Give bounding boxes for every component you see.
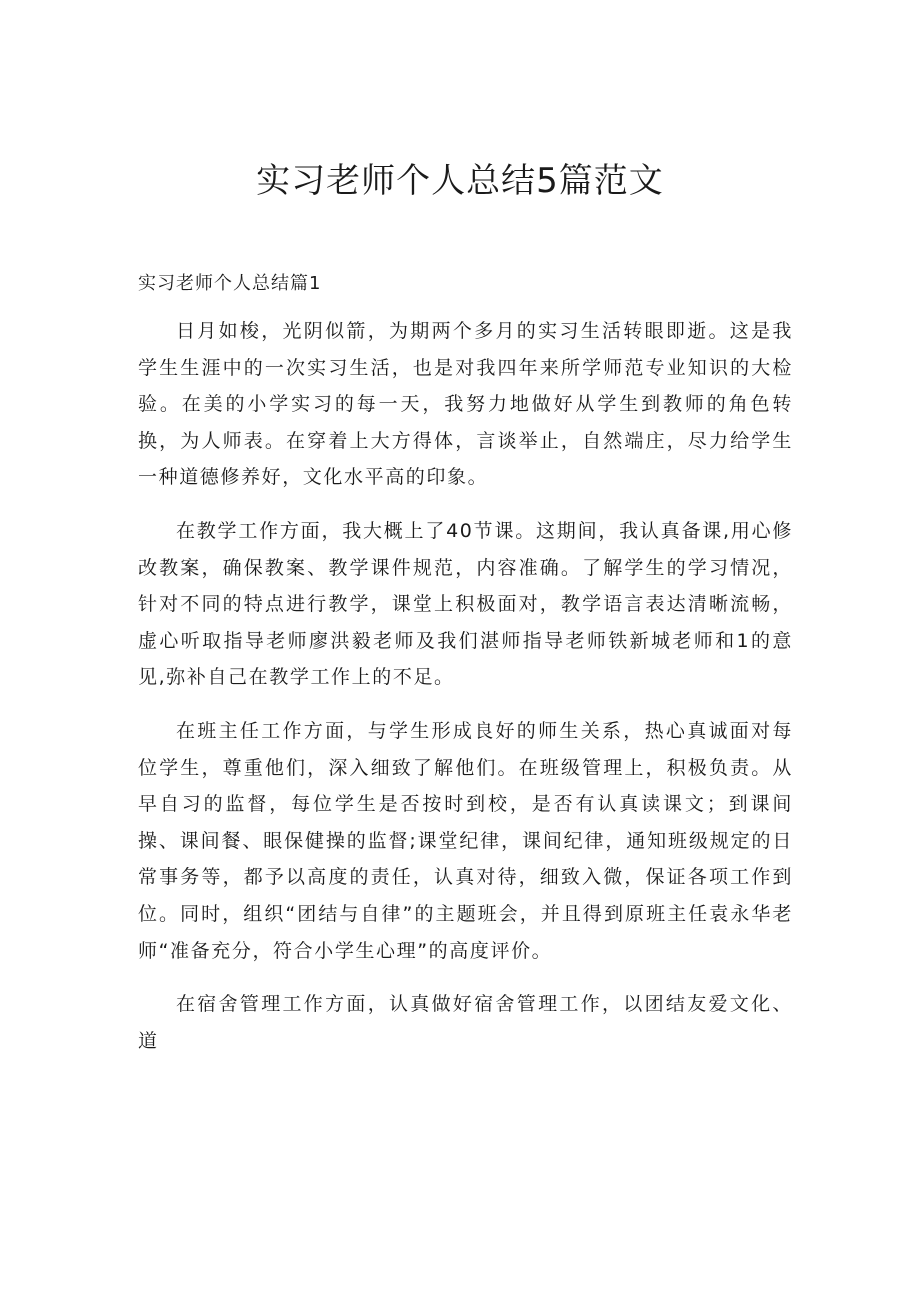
paragraph-1: 日月如梭，光阴似箭，为期两个多月的实习生活转眼即逝。这是我学生生涯中的一次实习生活，也是对我四年来所学师范专业知识的大检验。在美的小学实习的每一天，我努力地做好从学生到教师的角色转换，为人师表。在穿着上大方得体，言谈举止，自然端庄，尽力给学生一种道德修养好，文化水平高的印象。 [138,320,793,489]
section-heading: 实习老师个人总结篇1 [138,273,322,294]
paragraph-2: 在教学工作方面，我大概上了40节课。这期间，我认真备课,用心修改教案，确保教案、教学课件规范，内容准确。了解学生的学习情况，针对不同的特点进行教学，课堂上积极面对，教学语言表达清晰流畅，虚心听取指导老师廖洪毅老师及我们湛师指导老师铁新城老师和1的意见,弥补自己在教学工作上的不足。 [138,519,793,689]
paragraph-4: 在宿舍管理工作方面，认真做好宿舍管理工作，以团结友爱文化、道 [138,993,793,1052]
document-body [138,313,793,1076]
document-title: 实习老师个人总结5篇范文 [256,161,664,201]
paragraph-3: 在班主任工作方面，与学生形成良好的师生关系，热心真诚面对每位学生，尊重他们，深入细致了解他们。在班级管理上，积极负责。从早自习的监督，每位学生是否按时到校，是否有认真读课文；到课间操、课间餐、眼保健操的监督;课堂纪律，课间纪律，通知班级规定的日常事务等，都予以高度的责任，认真对待，细致入微，保证各项工作到位。同时，组织“团结与自律”的主题班会，并且得到原班主任袁永华老师“准备充分，符合小学生心理”的高度评价。 [138,719,793,962]
